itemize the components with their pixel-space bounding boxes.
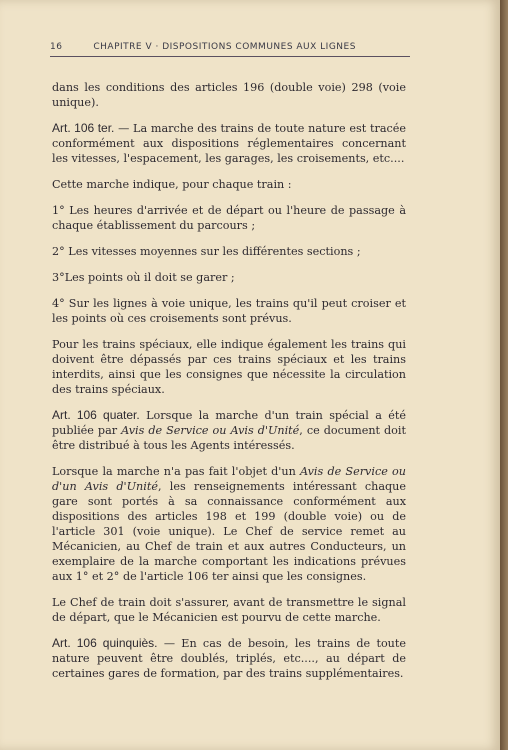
article-label: Art. 106 quinquiès. [52, 636, 158, 650]
article-label: Art. 106 ter. [52, 121, 115, 135]
running-header [50, 42, 410, 57]
italic-text: Avis de Service ou Avis d'Unité [121, 424, 300, 437]
paragraph-text: — En cas de besoin, les trains de toute nature peuvent être doublés, triplés, etc...., au départ de certaines gares de formation, par des trains supplémentaires. [52, 637, 406, 680]
paragraph-text: , ce document doit être distribué à tous les Agents intéressés. [52, 424, 406, 452]
body-text [52, 80, 406, 692]
book-spine-edge [500, 0, 508, 750]
list-item: 4° Sur les lignes à voie unique, les trains qu'il peut croiser et les points où ces croisements sont prévus. [52, 297, 406, 325]
paragraph: Cette marche indique, pour chaque train : [52, 178, 292, 191]
paragraph-art-106-quater [52, 408, 406, 453]
paragraph: dans les conditions des articles 196 (double voie) 298 (voie unique). [52, 81, 406, 109]
paragraph-text: , les renseignements intéressant chaque gare sont portés à sa connaissance conformément aux dispositions des articles 198 et 199 (double voie) ou de l'article 301 (voie unique). Le Chef de service remet au Mécanicien, au Chef de train et aux autres Conducteurs, un exemplaire de la marche comportant les indications prévues aux 1° et 2° de l'article 106 ter ainsi que les consignes. [52, 480, 407, 583]
paragraph-text: Lorsque la marche d'un train spécial a été publiée par [52, 409, 406, 437]
list-item: 2° Les vitesses moyennes sur les différentes sections ; [52, 245, 361, 258]
list-item: 3°Les points où il doit se garer ; [52, 271, 235, 284]
paragraph-text: Lorsque la marche n'a pas fait l'objet d'un [52, 465, 300, 478]
italic-text: Avis de Service ou d'un Avis d'Unité [52, 465, 406, 493]
article-label: Art. 106 quater. [52, 408, 140, 422]
paragraph-art-106-quinquies [52, 636, 406, 681]
paragraph: Le Chef de train doit s'assurer, avant de transmettre le signal de départ, que le Mécanicien est pourvu de cette marche. [52, 596, 406, 624]
page-number: 16 [50, 42, 63, 52]
list-item: 1° Les heures d'arrivée et de départ ou l'heure de passage à chaque établissement du parcours ; [52, 204, 406, 232]
chapter-title: CHAPITRE V · DISPOSITIONS COMMUNES AUX LIGNES [93, 42, 356, 52]
paragraph-art-106-ter [52, 121, 406, 166]
paragraph [52, 464, 406, 584]
paragraph-text: — La marche des trains de toute nature est tracée conformément aux dispositions réglementaires concernant les vitesses, l'espacement, les garages, les croisements, etc.... [52, 122, 406, 165]
paragraph: Pour les trains spéciaux, elle indique également les trains qui doivent être dépassés par ces trains spéciaux et les trains interdits, ainsi que les consignes que nécessite la circulation des trains spéciaux. [52, 338, 406, 396]
